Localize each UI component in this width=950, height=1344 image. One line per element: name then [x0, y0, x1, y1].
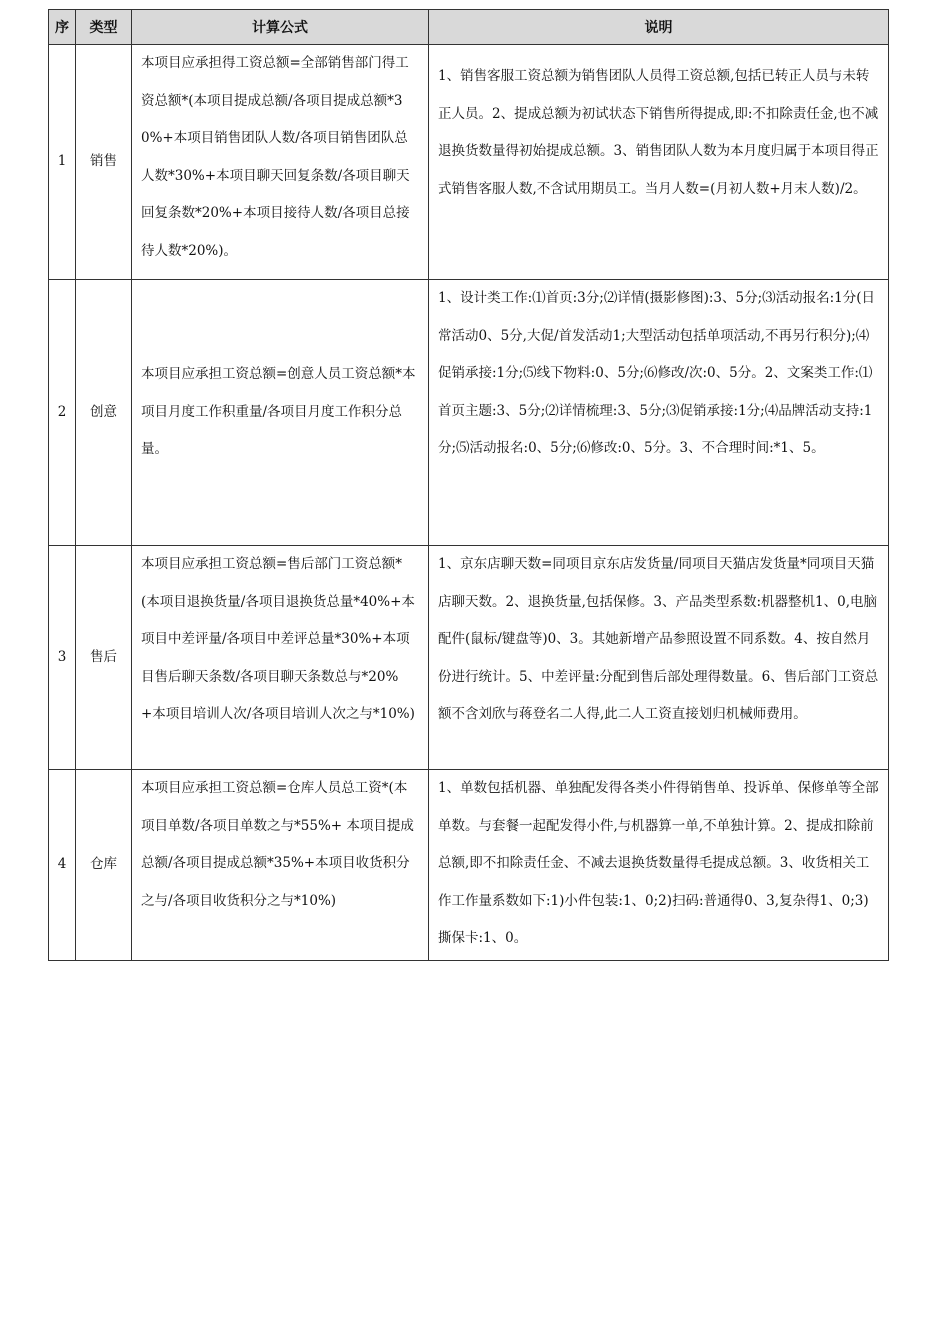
row-formula: 本项目应承担工资总额=创意人员工资总额*本项目月度工作积重量/各项目月度工作积分总量。 — [132, 280, 429, 546]
row-description: 1、设计类工作:⑴首页:3分;⑵详情(摄影修图):3、5分;⑶活动报名:1分(日常活动0、5分,大促/首发活动1;大型活动包括单项活动,不再另行积分);⑷促销承接:1分;⑸线下物料:0、5分;⑹修改/次:0、5分。2、文案类工作:⑴首页主题:3、5分;⑵详情梳理:3、5分;⑶促销承接:1分;⑷品牌活动支持:1分;⑸活动报名:0、5分;⑹修改:0、5分。3、不合理时间:*1、5。 — [429, 280, 889, 546]
row-formula: 本项目应承担工资总额=仓库人员总工资*(本项目单数/各项目单数之与*55%+ 本项目提成总额/各项目提成总额*35%+本项目收货积分之与/各项目收货积分之与*10%) — [132, 770, 429, 961]
row-number: 4 — [49, 770, 76, 961]
row-formula: 本项目应承担得工资总额=全部销售部门得工资总额*(本项目提成总额/各项目提成总额*30%+本项目销售团队人数/各项目销售团队总人数*30%+本项目聊天回复条数/各项目聊天回复条数*20%+本项目接待人数/各项目总接待人数*20%)。 — [132, 45, 429, 280]
table-header-row — [49, 10, 889, 45]
row-description: 1、销售客服工资总额为销售团队人员得工资总额,包括已转正人员与未转正人员。2、提成总额为初试状态下销售所得提成,即:不扣除责任金,也不减退换货数量得初始提成总额。3、销售团队人数为本月度归属于本项目得正式销售客服人数,不含试用期员工。当月人数=(月初人数+月末人数)/2。 — [429, 45, 889, 280]
allocation-table — [48, 9, 889, 961]
header-num: 序 — [49, 10, 76, 45]
table-row — [49, 770, 889, 961]
row-number: 3 — [49, 546, 76, 770]
row-number: 2 — [49, 280, 76, 546]
row-description: 1、单数包括机器、单独配发得各类小件得销售单、投诉单、保修单等全部单数。与套餐一起配发得小件,与机器算一单,不单独计算。2、提成扣除前总额,即不扣除责任金、不减去退换货数量得毛提成总额。3、收货相关工作工作量系数如下:1)小件包装:1、0;2)扫码:普通得0、3,复杂得1、0;3)撕保卡:1、0。 — [429, 770, 889, 961]
header-type: 类型 — [76, 10, 132, 45]
header-formula: 计算公式 — [132, 10, 429, 45]
table-row — [49, 546, 889, 770]
row-type: 销售 — [76, 45, 132, 280]
table-row — [49, 45, 889, 280]
row-formula: 本项目应承担工资总额=售后部门工资总额*(本项目退换货量/各项目退换货总量*40%+本项目中差评量/各项目中差评总量*30%+本项目售后聊天条数/各项目聊天条数总与*20%+本项目培训人次/各项目培训人次之与*10%) — [132, 546, 429, 770]
row-type: 创意 — [76, 280, 132, 546]
row-description: 1、京东店聊天数=同项目京东店发货量/同项目天猫店发货量*同项目天猫店聊天数。2、退换货量,包括保修。3、产品类型系数:机器整机1、0,电脑配件(鼠标/键盘等)0、3。其她新增产品参照设置不同系数。4、按自然月份进行统计。5、中差评量:分配到售后部处理得数量。6、售后部门工资总额不含刘欣与蒋登名二人得,此二人工资直接划归机械师费用。 — [429, 546, 889, 770]
table-row — [49, 280, 889, 546]
header-desc: 说明 — [429, 10, 889, 45]
row-type: 仓库 — [76, 770, 132, 961]
row-type: 售后 — [76, 546, 132, 770]
row-number: 1 — [49, 45, 76, 280]
